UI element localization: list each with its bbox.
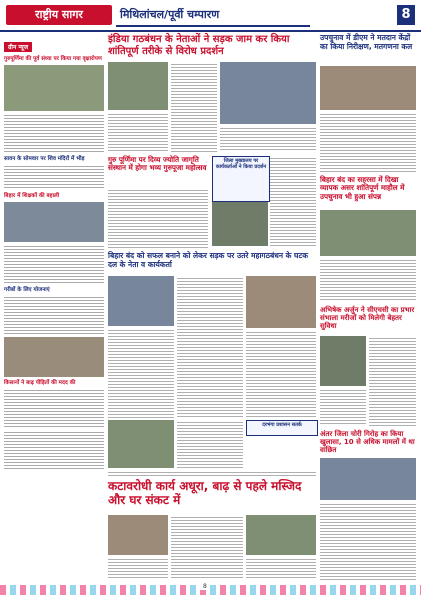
article-text <box>320 112 416 172</box>
article-text <box>4 295 104 335</box>
headline-theft-gang: अंतर जिला चोरी गिरोह का किया खुलासा, 10 से अधिक मामलों में था वांछित <box>320 430 415 455</box>
photo-arjun <box>320 336 366 386</box>
section-tab: ग्रीन न्यूज <box>4 42 32 52</box>
article-text <box>4 244 104 284</box>
left-column <box>4 34 104 589</box>
article-text <box>320 258 416 302</box>
headline-farmers: किसानों ने बाढ़ पीड़ितों की मदद की <box>4 380 76 386</box>
headline-erosion: कटावरोधी कार्य अधूरा, बाढ़ से पहले मस्जिद और घर संकट में <box>108 479 302 507</box>
headline-india-alliance: इंडिया गठबंधन के नेताओं ने सड़क जाम कर किया शांतिपूर्ण तरीके से विरोध प्रदर्शन <box>108 34 290 57</box>
footer-folio: 8 <box>200 583 210 590</box>
article-text <box>177 276 243 418</box>
headline-schemes: गरीबों के लिए योजनाएं <box>4 287 50 293</box>
photo-dm <box>320 66 416 110</box>
article-text <box>4 430 104 470</box>
article-text <box>108 328 174 418</box>
article-text <box>320 388 366 426</box>
photo-protest <box>108 62 168 110</box>
article-text <box>4 388 104 428</box>
article-text <box>108 470 316 478</box>
photo-district <box>212 202 268 246</box>
headline-bandh-success: बिहार बंद को सफल बनाने को लेकर सड़क पर उतरे महागठबंधन के घटक दल के नेता व कार्यकर्ता <box>108 251 309 269</box>
article-text <box>4 113 104 153</box>
photo-teachers <box>4 202 104 242</box>
box-title: जिला मुख्यालय पर कार्यकर्ताओं ने किया प्रदर्शन <box>215 158 267 170</box>
article-text <box>320 502 416 580</box>
article-text <box>177 420 243 468</box>
masthead-rule <box>0 30 421 32</box>
article-text <box>108 557 168 580</box>
masthead <box>0 0 421 30</box>
photo-leaders <box>246 276 316 328</box>
photo-road-block <box>220 62 316 124</box>
edition-title: मिथिलांचल/पूर्वी चम्पारण <box>116 5 310 27</box>
article-text <box>108 188 208 248</box>
photo-mosque <box>108 515 168 555</box>
headline-shiv-temple: सावन के सोमवार पर शिव मंदिरों में भीड़ <box>4 156 85 162</box>
headline-dm-inspection: उपचुनाव में डीएम ने मतदान केंद्रों का किया निरीक्षण, मतगणना कल <box>320 33 413 51</box>
photo-bandh <box>108 276 174 326</box>
article-text <box>270 156 316 248</box>
headline-tree-plantation: गुरुपूर्णिमा की पूर्व संध्या पर किया गया वृक्षारोपण <box>4 56 102 62</box>
brand-logo: राष्ट्रीय सागर <box>6 5 112 25</box>
article-text <box>108 112 168 152</box>
box-administration <box>246 420 318 436</box>
photo-flood <box>4 337 104 377</box>
headline-bandh-saharsa: बिहार बंद का सहरसा में दिखा व्यापक असर शांतिपूर्ण माहौल में उपचुनाव भी हुआ संपन्न <box>320 175 405 201</box>
photo-theft <box>320 458 416 500</box>
page-number: 8 <box>397 5 415 25</box>
photo-village <box>108 420 174 468</box>
article-text <box>246 330 316 418</box>
box-district <box>212 156 270 202</box>
article-text <box>369 336 416 426</box>
article-text <box>220 126 316 152</box>
article-text <box>171 515 243 580</box>
dateline <box>312 4 392 26</box>
footer-band <box>0 585 421 595</box>
headline-arjun: अभिषेक अर्जुन ने सीएचसी का प्रभार संभाला मरीजों को मिलेगी बेहतर सुविधा <box>320 306 415 331</box>
photo-river <box>246 515 316 555</box>
headline-teachers: बिहार में शिक्षकों की बहाली <box>4 193 60 199</box>
photo-saharsa <box>320 210 416 256</box>
article-text <box>171 62 217 152</box>
photo-plantation <box>4 65 104 111</box>
article-text <box>246 557 316 580</box>
box-title: दरभंगा प्रशासन सतर्क <box>262 422 302 428</box>
headline-guru-purnima: गुरु पूर्णिमा पर दिव्य ज्योति जागृति संस्थान में होगा भव्य गुरुपूजा महोत्सव <box>108 155 207 173</box>
article-text <box>4 164 104 190</box>
